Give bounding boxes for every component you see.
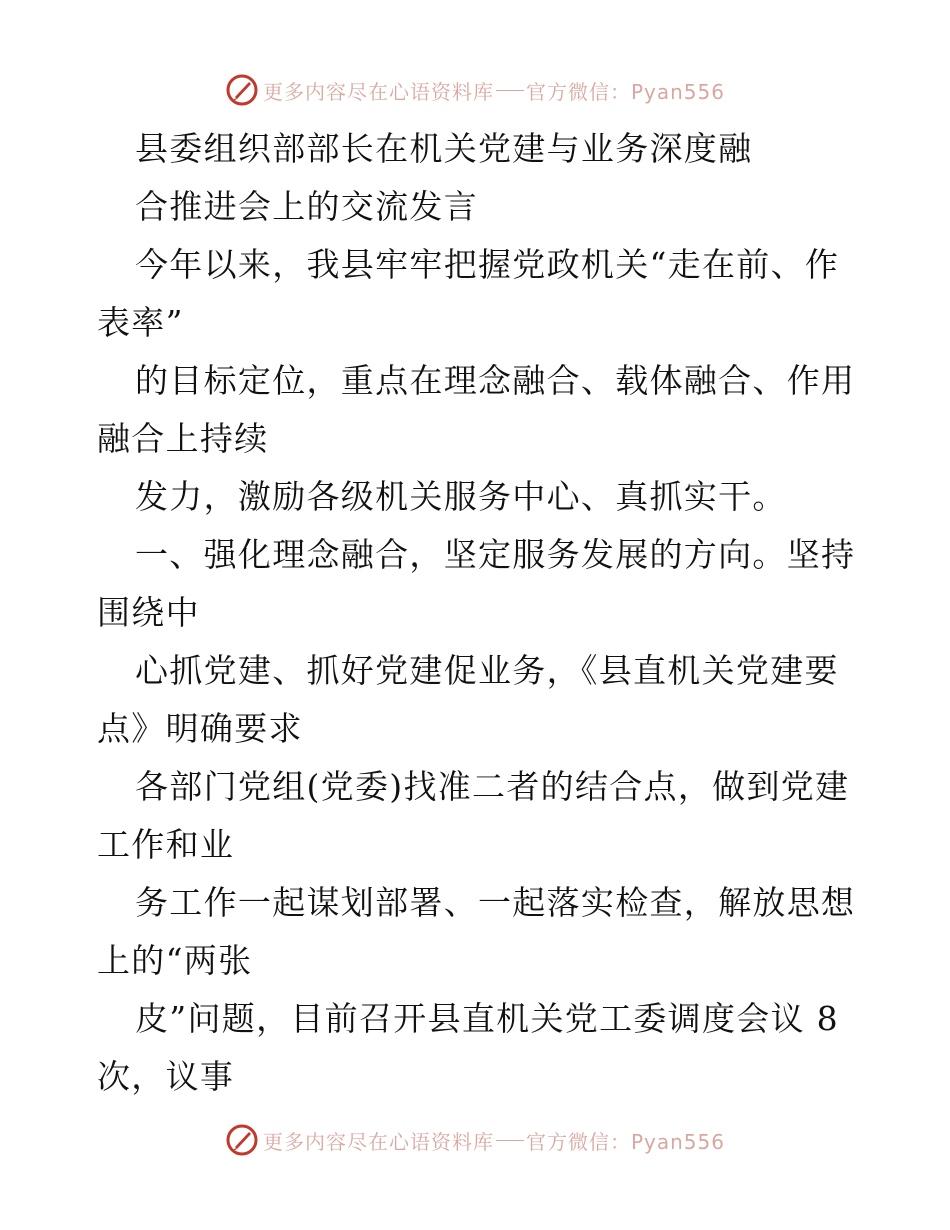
doc-line: 上的“两张: [97, 941, 253, 980]
banner-divider: [496, 90, 524, 91]
banner-sub-text: 官方微信：Pyan556: [525, 79, 725, 104]
banner-sub-text: 官方微信：Pyan556: [525, 1129, 725, 1154]
doc-line: 发力，激励各级机关服务中心、真抓实干。: [135, 477, 787, 516]
banner-divider: [496, 1140, 524, 1141]
doc-line: 次，议事: [97, 1057, 235, 1096]
doc-line: 一、强化理念融合，坚定服务发展的方向。坚持: [135, 535, 856, 574]
banner-main-text: 更多内容尽在心语资料库: [262, 1129, 494, 1154]
doc-line: 围绕中: [97, 593, 200, 632]
doc-line: 表率”: [97, 303, 184, 342]
doc-line: 点》明确要求: [97, 709, 303, 748]
document-body: [97, 120, 857, 1106]
doc-line: 工作和业: [97, 825, 235, 864]
brush-pen-logo-icon: [225, 73, 259, 107]
doc-line: 心抓党建、抓好党建促业务，《县直机关党建要: [135, 651, 839, 690]
banner-main-text: 更多内容尽在心语资料库: [262, 79, 494, 104]
doc-line: 今年以来，我县牢牢把握党政机关“走在前、作: [135, 245, 840, 284]
doc-line: 的目标定位，重点在理念融合、载体融合、作用: [135, 361, 856, 400]
doc-line: 务工作一起谋划部署、一起落实检查，解放思想: [135, 883, 856, 922]
brush-pen-logo-icon: [225, 1123, 259, 1157]
doc-line: 合推进会上的交流发言: [135, 187, 478, 226]
header-banner: [0, 70, 950, 110]
doc-line: 各部门党组(党委)找准二者的结合点，做到党建: [135, 767, 850, 806]
footer-banner: [0, 1120, 950, 1160]
doc-line: 融合上持续: [97, 419, 269, 458]
doc-line: 皮”问题，目前召开县直机关党工委调度会议 8: [135, 999, 839, 1038]
doc-line: 县委组织部部长在机关党建与业务深度融: [135, 129, 753, 168]
